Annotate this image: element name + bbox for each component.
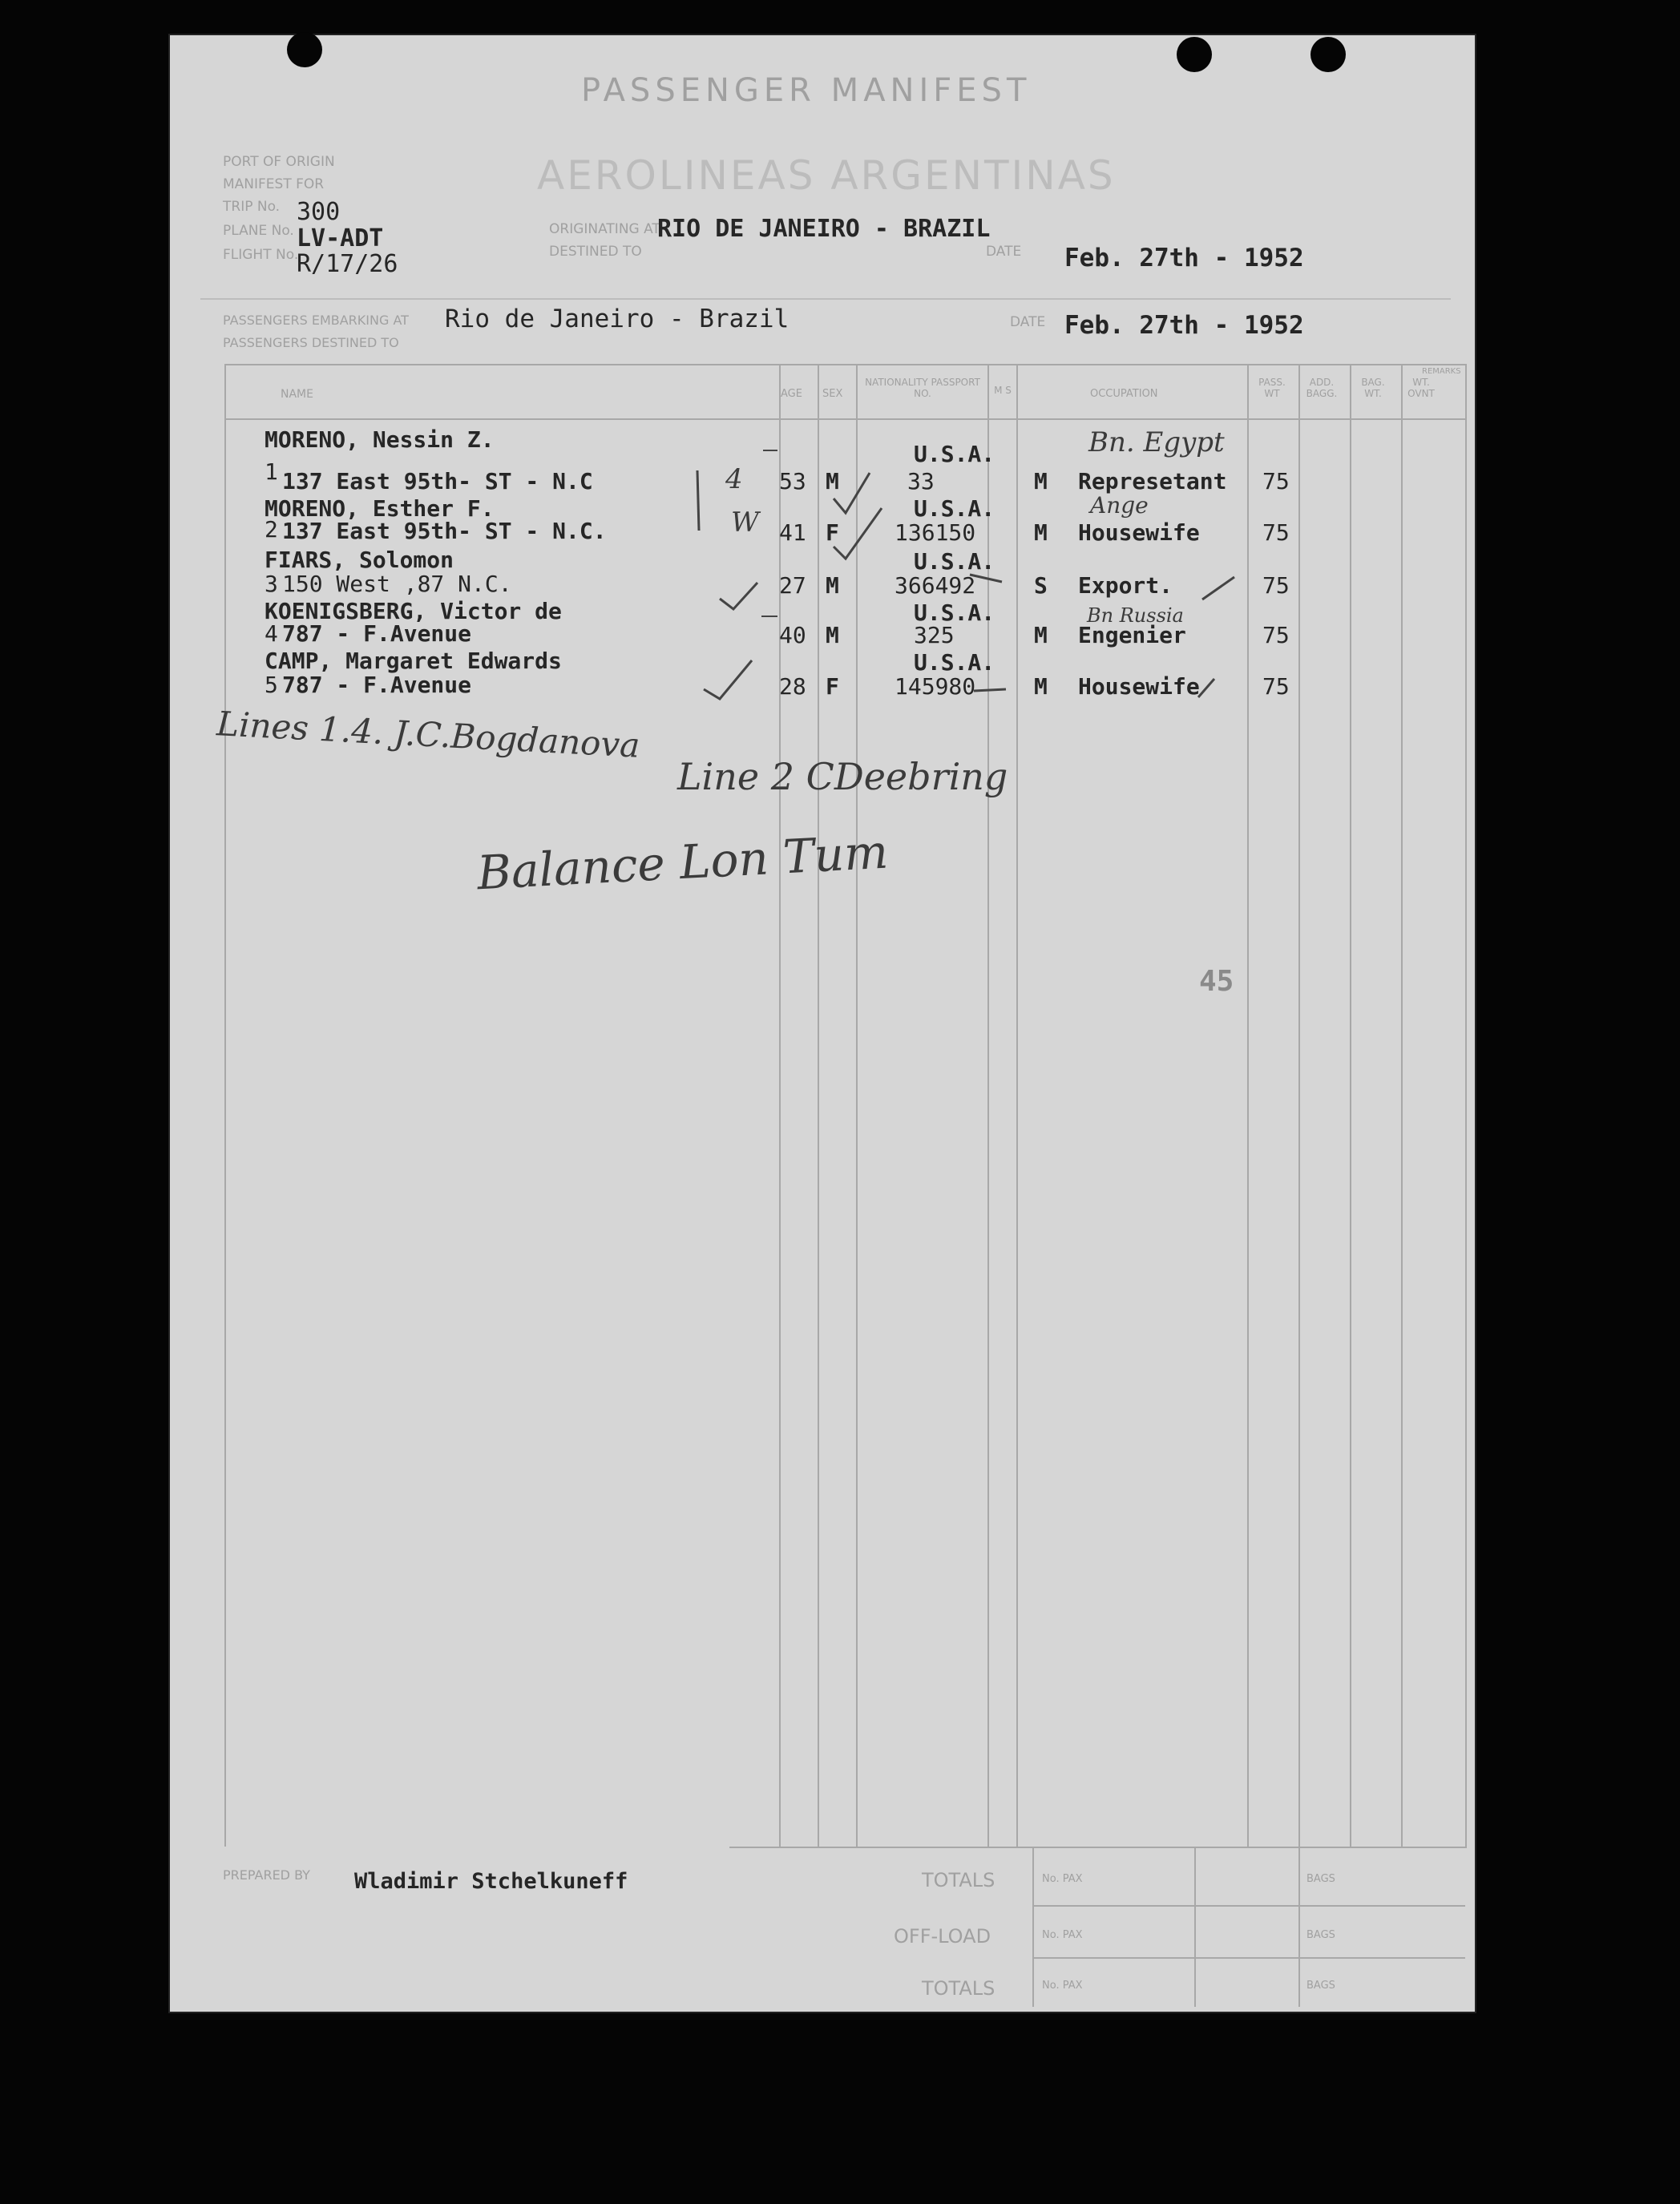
totals-label: TOTALS (922, 1869, 995, 1891)
passenger-name: FIARS, Solomon (265, 547, 454, 573)
label-port-origin: PORT OF ORIGIN (223, 154, 335, 170)
passenger-weight: 75 (1262, 673, 1290, 700)
passenger-nationality: U.S.A. (914, 441, 995, 467)
label-destined: PASSENGERS DESTINED TO (223, 335, 399, 350)
passenger-address: 137 East 95th- ST - N.C (282, 468, 593, 494)
annotation-line-2: Line 2 CDeebring (677, 755, 1008, 798)
passenger-age: 28 (779, 673, 806, 700)
passenger-address: 137 East 95th- ST - N.C. (282, 518, 607, 544)
off-load-label: OFF-LOAD (894, 1925, 991, 1948)
row-number: 4 (265, 620, 278, 647)
passenger-name: MORENO, Nessin Z. (265, 426, 495, 453)
passenger-occupation: Export. (1078, 572, 1173, 599)
passenger-marital: M (1034, 673, 1048, 700)
preparer-signature: Wladimir Stchelkuneff (354, 1869, 628, 1894)
passenger-nationality: U.S.A. (914, 599, 995, 626)
passenger-age: 53 (779, 468, 806, 494)
label-manifest-for: MANIFEST FOR (223, 176, 325, 192)
label-plane-no: PLANE No. (223, 223, 294, 239)
handwritten-marks (168, 34, 1476, 2013)
label-date-2: DATE (1010, 314, 1046, 330)
bags-label: BAGS (1306, 1929, 1335, 1941)
annotation-lines-1-4: Lines 1.4. J.C.Bogdanova (216, 704, 641, 765)
col-name: NAME (281, 388, 313, 401)
passenger-address: 787 - F.Avenue (282, 620, 472, 647)
trip-number: 300 (297, 198, 341, 226)
label-date-1: DATE (986, 244, 1022, 260)
punch-hole (287, 32, 322, 67)
col-occupation: OCCUPATION (1090, 388, 1158, 400)
annotation-mark-four: 4 (725, 463, 743, 495)
label-trip-no: TRIP No. (223, 199, 281, 215)
passenger-sex: M (826, 468, 839, 494)
manifest-date: Feb. 27th - 1952 (1064, 244, 1304, 272)
passenger-marital: M (1034, 519, 1048, 546)
no-pax-label: No. PAX (1042, 1873, 1083, 1885)
punch-hole (1310, 37, 1346, 72)
passenger-occupation: Housewife (1078, 519, 1200, 546)
col-wt-ovnt: WT. OVNT (1407, 377, 1435, 399)
prepared-by-label: PREPARED BY (223, 1867, 310, 1883)
label-originating-at: ORIGINATING AT (549, 221, 660, 237)
col-ms: M S (994, 385, 1012, 396)
passenger-address: 787 - F.Avenue (282, 672, 472, 698)
label-destined-to: DESTINED TO (549, 244, 642, 260)
passenger-age: 40 (779, 622, 806, 648)
embark-place: Rio de Janeiro - Brazil (445, 305, 790, 333)
form-title: PASSENGER MANIFEST (581, 72, 1032, 109)
origin-city: RIO DE JANEIRO - BRAZIL (657, 215, 991, 243)
passenger-age: 27 (779, 572, 806, 599)
passenger-age: 41 (779, 519, 806, 546)
passenger-sex: F (826, 673, 839, 700)
passenger-sex: F (826, 519, 839, 546)
col-nationality: NATIONALITY PASSPORT NO. (865, 377, 980, 399)
passenger-name: KOENIGSBERG, Victor de (265, 598, 562, 624)
passenger-weight: 75 (1262, 622, 1290, 648)
passenger-passport: 325 (914, 622, 955, 648)
passenger-weight: 75 (1262, 468, 1290, 494)
col-bag-wt: BAG. WT. (1361, 377, 1385, 399)
plane-registration: LV-ADT (297, 224, 384, 252)
bags-label: BAGS (1306, 1980, 1335, 1992)
page-number: 45 (1199, 965, 1234, 998)
passenger-passport: 33 (907, 468, 935, 494)
row-number: 3 (265, 571, 278, 597)
label-embarking: PASSENGERS EMBARKING AT (223, 313, 409, 328)
row-number: 5 (265, 672, 278, 698)
row-number: 2 (265, 516, 278, 543)
passenger-passport: 366492 (895, 572, 976, 599)
bags-label: BAGS (1306, 1873, 1335, 1885)
annotation-mark-w: W (731, 507, 759, 539)
no-pax-label: No. PAX (1042, 1980, 1083, 1992)
passenger-weight: 75 (1262, 519, 1290, 546)
passenger-nationality: U.S.A. (914, 649, 995, 676)
airline-name: AEROLINEAS ARGENTINAS (537, 152, 1116, 199)
passenger-address: 150 West ,87 N.C. (282, 571, 512, 597)
no-pax-label: No. PAX (1042, 1929, 1083, 1941)
passenger-occupation: Represetant (1078, 468, 1227, 494)
passenger-sex: M (826, 572, 839, 599)
col-add-bagg: ADD. BAGG. (1306, 377, 1338, 399)
passenger-marital: M (1034, 622, 1048, 648)
passenger-name: MORENO, Esther F. (265, 495, 495, 522)
embark-date: Feb. 27th - 1952 (1064, 311, 1304, 340)
col-pass-wt: PASS. WT (1258, 377, 1286, 399)
passenger-occupation: Engenier (1078, 622, 1186, 648)
passenger-occupation: Housewife (1078, 673, 1200, 700)
annotation-born-russia: Bn Russia (1087, 604, 1184, 627)
flight-reference: R/17/26 (297, 250, 398, 278)
annotation-pax2: Ange (1090, 492, 1149, 519)
total-totals-label: TOTALS (922, 1977, 995, 2000)
passenger-marital: M (1034, 468, 1048, 494)
punch-hole (1177, 37, 1212, 72)
col-sex: SEX (822, 388, 843, 400)
col-remarks: REMARKS (1422, 367, 1461, 376)
row-number: 1 (265, 458, 278, 485)
manifest-page (168, 34, 1476, 2013)
col-age: AGE (781, 388, 802, 400)
label-flight-no: FLIGHT No. (223, 247, 299, 263)
passenger-passport: 136150 (895, 519, 976, 546)
passenger-name: CAMP, Margaret Edwards (265, 648, 562, 674)
passenger-nationality: U.S.A. (914, 548, 995, 575)
passenger-marital: S (1034, 572, 1048, 599)
passenger-sex: M (826, 622, 839, 648)
passenger-passport: 145980 (895, 673, 976, 700)
annotation-balance: Balance Lon Tum (475, 824, 890, 901)
passenger-nationality: U.S.A. (914, 495, 995, 522)
passenger-weight: 75 (1262, 572, 1290, 599)
annotation-born-egypt: Bn. Egypt (1088, 426, 1225, 458)
